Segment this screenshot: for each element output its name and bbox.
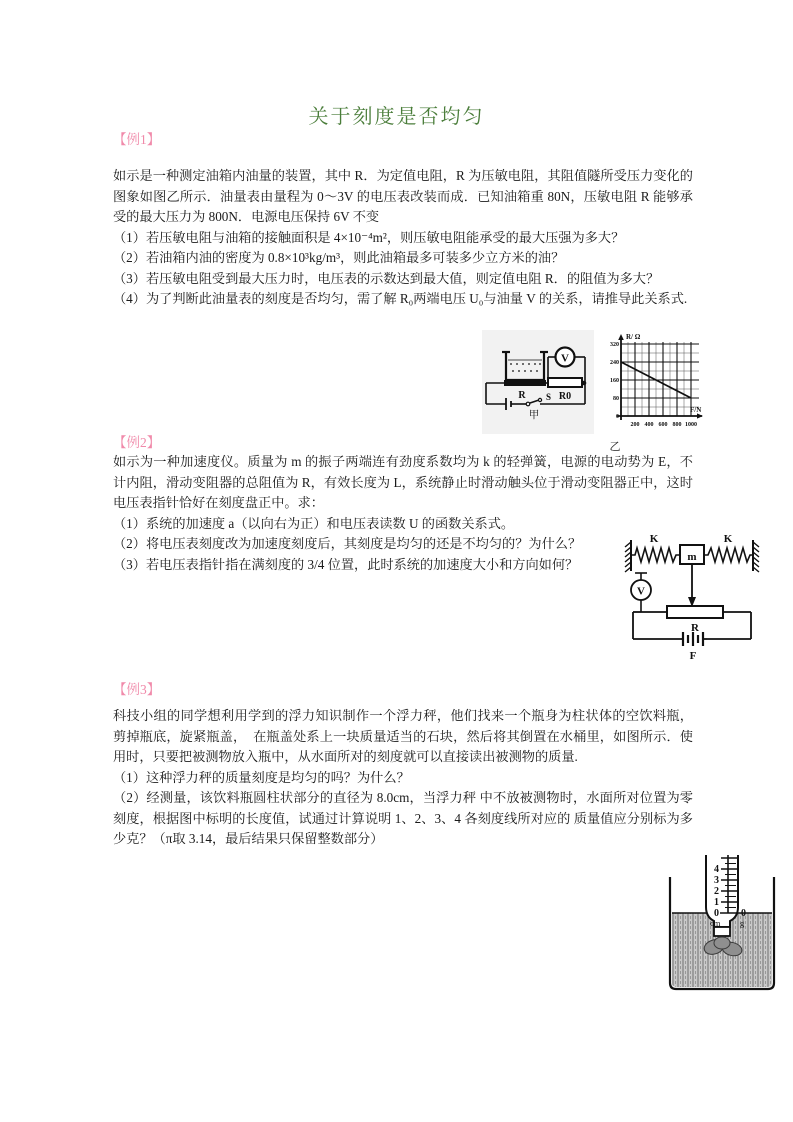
example-2-paragraph-3: （3）若电压表指针指在满刻度的 3/4 位置，此时系统的加速度大小和方向如何？ <box>113 556 579 572</box>
example-3-label: 【例3】 <box>113 682 161 697</box>
example-3-body <box>113 706 693 850</box>
svg-text:甲: 甲 <box>528 409 540 421</box>
figure-1-caption: 乙 <box>609 441 621 453</box>
accelerometer-circuit-icon <box>603 533 781 663</box>
scale-label-1: 1 <box>714 897 719 908</box>
example-1-paragraph-4: （4）为了判断此油量表的刻度是否均匀，需了解 R₀两端电压 U₀与油量 V 的关系，请推导此关系式. <box>113 291 688 306</box>
svg-text:m: m <box>687 551 697 563</box>
buoyancy-scale-icon <box>662 855 782 995</box>
example-2-label: 【例2】 <box>113 435 161 450</box>
example-1-body <box>113 166 693 310</box>
example-2-paragraph-1: （1）系统的加速度 a（以向右为正）和电压表读数 U 的函数关系式。 <box>113 515 515 531</box>
svg-text:160: 160 <box>610 378 619 384</box>
svg-text:V: V <box>561 352 569 365</box>
example-2-paragraph-0: 如示为一种加速度仪。质量为 m 的振子两端连有劲度系数均为 k 的轻弹簧，电源的电动势为 E，不计内阻，滑动变阻器的总阻值为 R，有效长度为 L，系统静止时滑动触头位于滑动变阻器正中，这时电压表指针恰好在刻度盘正中。求： <box>113 454 693 510</box>
svg-text:K: K <box>723 533 733 545</box>
scale-label-2: 2 <box>714 886 719 897</box>
example-1-label: 【例1】 <box>113 132 161 147</box>
example-3-paragraph-1: （1）这种浮力秤的质量刻度是均匀的吗？为什么？ <box>113 769 410 785</box>
example-2-paragraph-2: （2）将电压表刻度改为加速度刻度后，其刻度是均匀的还是不均匀的？为什么？ <box>113 536 582 551</box>
example-1-paragraph-0: 如示是一种测定油箱内油量的装置，其中 R．为定值电阻，R 为压敏电阻，其阻值隧所受压力变化的图象如图乙所示．油量表由量程为 0～3V 的电压表改装而成．已知油箱重 80N，压敏电阻 R 能够承受的最大压力为 800N．电源电压保持 6V 不变 <box>113 168 693 224</box>
chart-xlabel: F/N <box>690 406 702 414</box>
svg-text:V: V <box>637 585 645 598</box>
svg-text:K: K <box>649 533 659 545</box>
example-1-paragraph-2: （2）若油箱内油的密度为 0.8×10³kg/m³，则此油箱最多可装多少立方米的油？ <box>113 250 565 265</box>
scale-label-3: 3 <box>714 875 719 886</box>
figure-accelerometer <box>603 533 781 663</box>
svg-text:R0: R0 <box>558 391 572 402</box>
fuel-gauge-circuit-icon <box>482 330 594 434</box>
svg-text:800: 800 <box>672 422 682 428</box>
svg-text:F: F <box>689 650 697 662</box>
example-1-paragraph-3: （3）若压敏电阻受到最大压力时，电压表的示数达到最大值，则定值电阻 R．的阻值为多大？ <box>113 270 660 286</box>
example-3-paragraph-2: （2）经测量，该饮料瓶圆柱状部分的直径为 8.0cm，当浮力秤 中不放被测物时，水面所对位置为零刻度，根据图中标明的长度值，试通过计算说明 1、2、3、4 各刻度线所对应的 质量值应分别标为多少克？（π取 3.14，最后结果只保留整数部分） <box>113 790 693 846</box>
svg-text:400: 400 <box>644 422 654 428</box>
svg-text:200: 200 <box>630 422 640 428</box>
svg-text:R: R <box>691 622 699 634</box>
page-title: 关于刻度是否均匀 <box>308 104 485 128</box>
figure-fuel-gauge <box>482 328 704 438</box>
svg-text:600: 600 <box>658 422 668 428</box>
scale-unit-cm: cm <box>710 918 721 928</box>
svg-text:1000: 1000 <box>685 422 697 428</box>
example-3-paragraph-0: 科技小组的同学想利用学到的浮力知识制作一个浮力秤，他们找来一个瓶身为柱状体的空饮料瓶，剪掉瓶底，旋紧瓶盖， 在瓶盖处系上一块质量适当的石块，然后将其倒置在水桶里，如图所示．使用时，只要把被测物放入瓶中，从水面所对的刻度就可以直接读出被测物的质量. <box>113 708 693 764</box>
svg-text:R: R <box>518 390 526 401</box>
resistance-vs-force-chart <box>595 328 703 436</box>
chart-ylabel: R/ Ω <box>626 333 641 341</box>
scale-label-4: 4 <box>714 864 719 875</box>
figure-buoyancy-scale <box>662 855 782 995</box>
scale-label-right-0: 0 <box>741 908 746 919</box>
svg-text:S: S <box>546 392 552 402</box>
svg-text:240: 240 <box>610 360 619 366</box>
svg-text:320: 320 <box>610 342 619 348</box>
svg-text:80: 80 <box>613 396 619 402</box>
scale-label-0: 0 <box>714 908 719 919</box>
example-1-paragraph-1: （1）若压敏电阻与油箱的接触面积是 4×10⁻⁴m²，则压敏电阻能承受的最大压强为多大？ <box>113 229 625 245</box>
scale-unit-g: g <box>740 918 745 928</box>
svg-text:0: 0 <box>616 414 619 420</box>
